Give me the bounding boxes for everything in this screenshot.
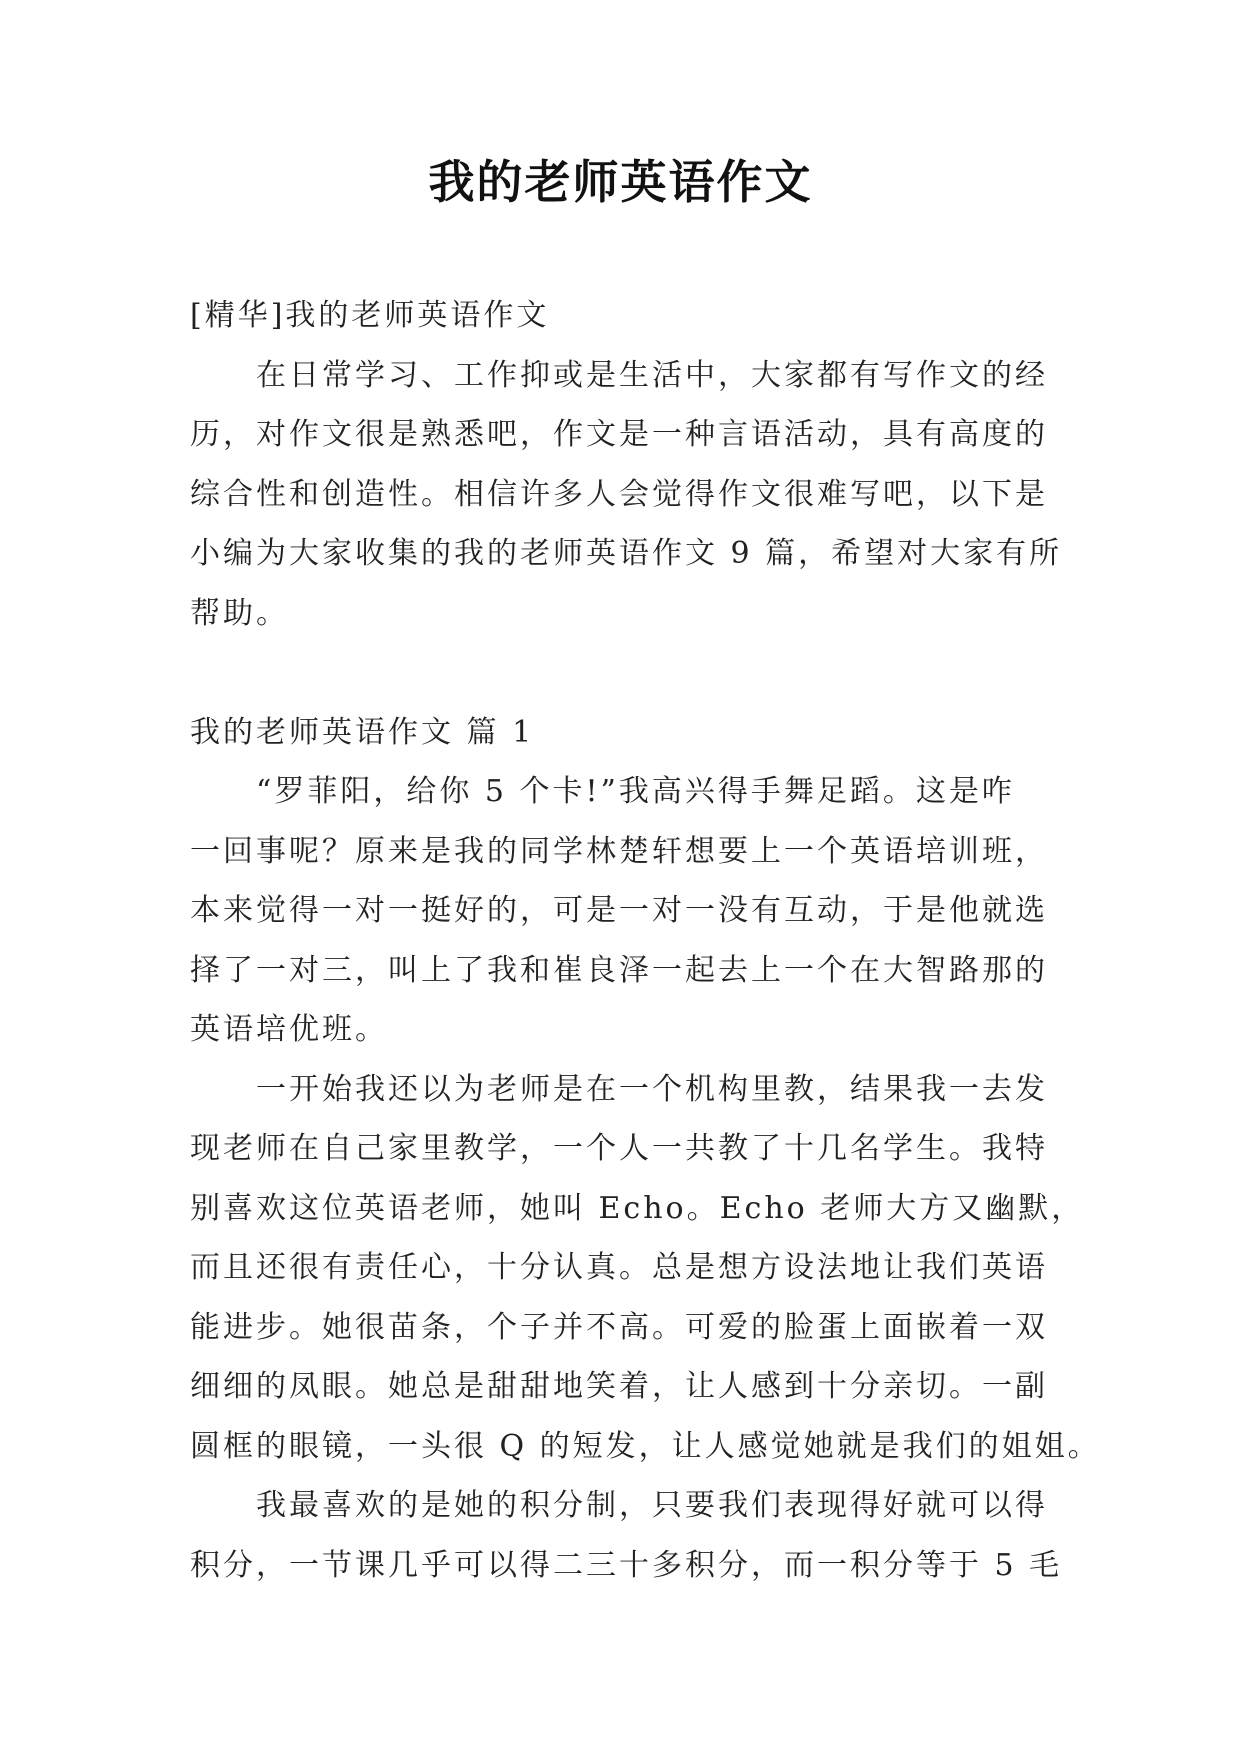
text-line: 我最喜欢的是她的积分制，只要我们表现得好就可以得 bbox=[256, 1488, 1048, 1523]
text-line: 在日常学习、工作抑或是生活中，大家都有写作文的经 bbox=[256, 357, 1048, 393]
text-line: 综合性和创造性。相信许多人会觉得作文很难写吧，以下是 bbox=[190, 476, 1048, 512]
text-line: “罗菲阳，给你 5 个卡!”我高兴得手舞足蹈。这是咋 bbox=[256, 774, 1015, 809]
text-line: 圆框的眼镜，一头很 Q 的短发，让人感觉她就是我们的姐姐。 bbox=[190, 1428, 1101, 1464]
body-paragraph-1 bbox=[190, 762, 1056, 1060]
text-line: 历，对作文很是熟悉吧，作文是一种言语活动，具有高度的 bbox=[190, 417, 1048, 452]
text-line: 帮助。 bbox=[190, 595, 289, 631]
text-line: 现老师在自己家里教学，一个人一共教了十几名学生。我特 bbox=[190, 1131, 1048, 1166]
paragraph-spacer bbox=[190, 643, 1056, 703]
body-paragraph-2 bbox=[190, 1060, 1101, 1477]
text-line: 择了一对三，叫上了我和崔良泽一起去上一个在大智路那的 bbox=[190, 952, 1048, 988]
body-paragraph-3 bbox=[190, 1476, 1063, 1595]
section-heading: 我的老师英语作文 篇 1 bbox=[190, 714, 535, 750]
document-title: 我的老师英语作文 bbox=[428, 155, 813, 209]
text-line: 积分，一节课几乎可以得二三十多积分，而一积分等于 5 毛 bbox=[190, 1547, 1063, 1583]
text-line: 小编为大家收集的我的老师英语作文 9 篇，希望对大家有所 bbox=[190, 536, 1063, 571]
document-body bbox=[190, 286, 1101, 1595]
intro-paragraph bbox=[190, 346, 1063, 644]
text-line: 细细的凤眼。她总是甜甜地笑着，让人感到十分亲切。一副 bbox=[190, 1369, 1048, 1404]
text-line: 英语培优班。 bbox=[190, 1012, 388, 1047]
text-line: 能进步。她很苗条，个子并不高。可爱的脸蛋上面嵌着一双 bbox=[190, 1309, 1048, 1345]
text-line: 一开始我还以为老师是在一个机构里教，结果我一去发 bbox=[256, 1071, 1048, 1107]
text-line: 别喜欢这位英语老师，她叫 Echo。Echo 老师大方又幽默， bbox=[190, 1190, 1085, 1226]
text-line: 而且还很有责任心，十分认真。总是想方设法地让我们英语 bbox=[190, 1250, 1048, 1285]
document-subtitle: [精华]我的老师英语作文 bbox=[190, 298, 550, 333]
text-line: 本来觉得一对一挺好的，可是一对一没有互动，于是他就选 bbox=[190, 893, 1048, 928]
text-line: 一回事呢？原来是我的同学林楚轩想要上一个英语培训班， bbox=[190, 833, 1048, 869]
